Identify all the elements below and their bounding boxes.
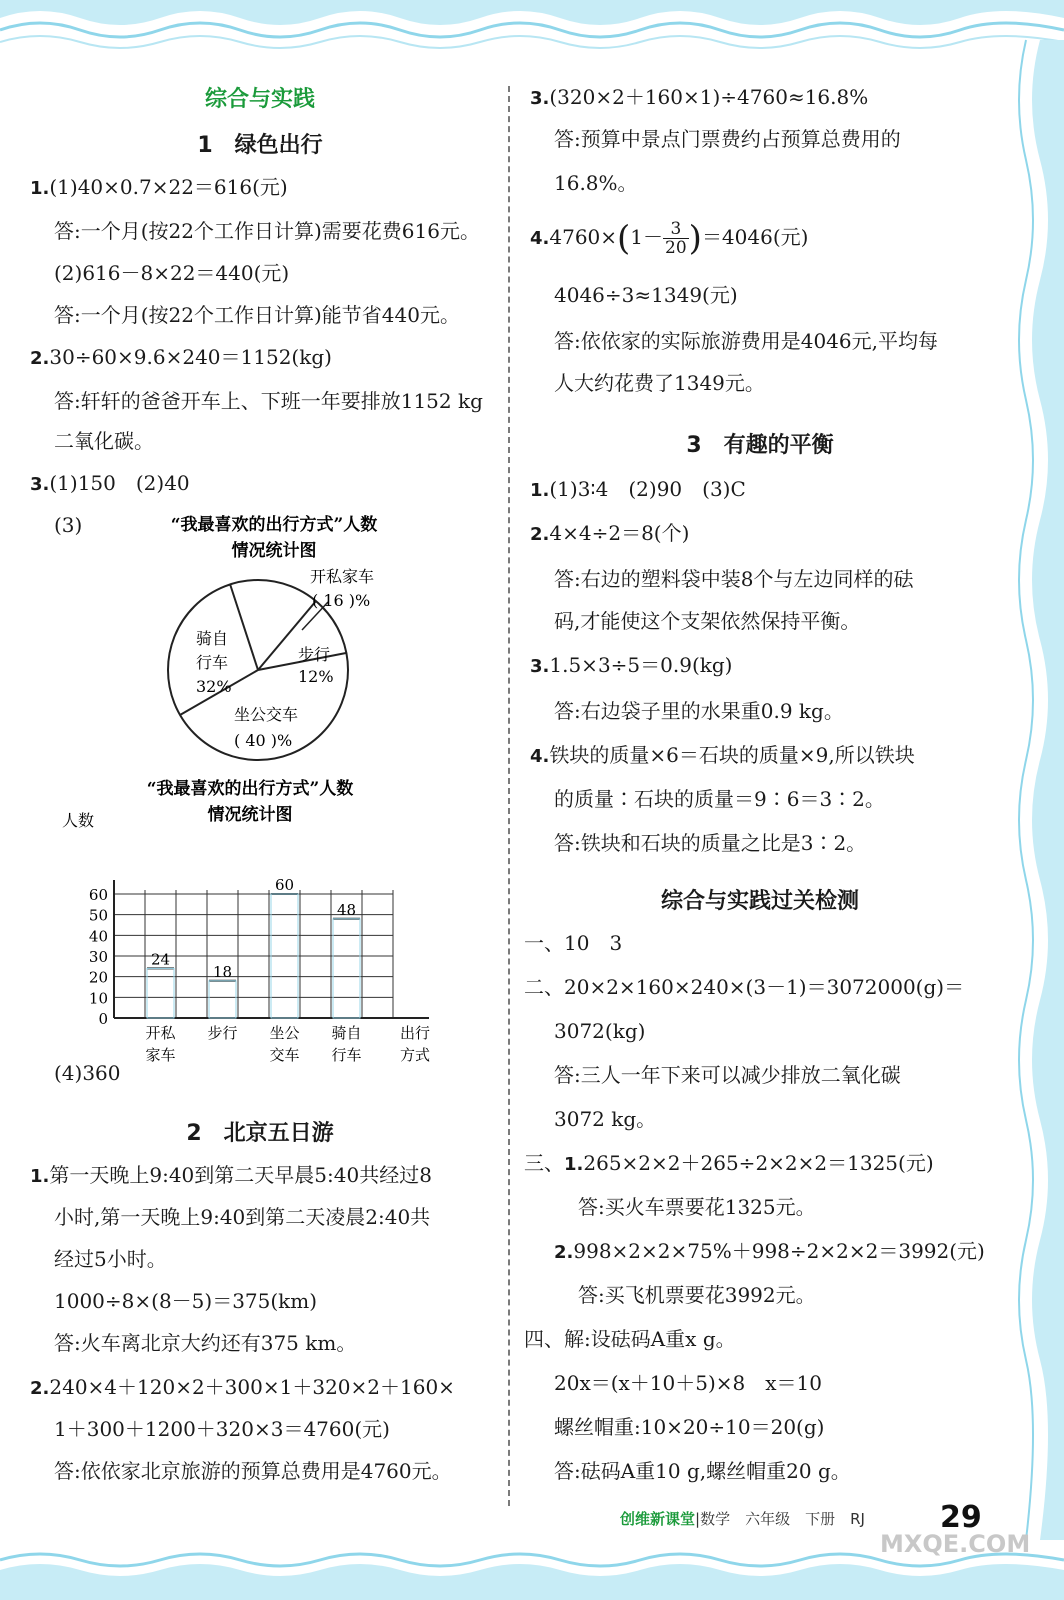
r-q3-line-2: 答:预算中景点门票费约占预算总费用的 <box>554 127 901 151</box>
bar-1 <box>209 981 236 1018</box>
r-q4-line-1: 4.4760×(1－ $\frac{3}{20}$ )＝4046(元) <box>530 218 809 259</box>
x-category-label: 骑自 <box>331 1024 362 1042</box>
y-tick-label: 50 <box>88 906 108 925</box>
s3-q1-line-1 <box>530 476 746 504</box>
bar-value-label: 24 <box>150 950 171 969</box>
footer-brand: 创维新课堂 <box>620 1510 696 1528</box>
t4-line-2: 20x＝(x＋10＋5)×8 x＝10 <box>554 1371 822 1395</box>
footer-subject: |数学 六年级 下册 RJ <box>695 1510 865 1528</box>
t4-line-1: 四、解:设砝码A重x g。 <box>524 1327 736 1351</box>
q2-line-2: 答:轩轩的爸爸开车上、下班一年要排放1152 kg <box>54 389 483 413</box>
s2-q2-line-2: 1＋300＋1200＋320×3＝4760(元) <box>54 1417 390 1441</box>
question-number: 4. <box>530 228 550 249</box>
fraction-denominator: 20 <box>665 238 687 258</box>
question-number: 2. <box>30 348 50 369</box>
t4-line-4: 答:砝码A重10 g,螺丝帽重20 g。 <box>554 1459 851 1483</box>
r-q3-line-3: 16.8%。 <box>554 171 638 195</box>
question-number: 1. <box>564 1154 584 1175</box>
r-q4-line-4: 人大约花费了1349元。 <box>554 371 765 395</box>
question-number: 1. <box>30 1166 50 1187</box>
test-title: 综合与实践过关检测 <box>660 889 859 914</box>
r-q4-line-3: 答:依依家的实际旅游费用是4046元,平均每 <box>554 329 938 353</box>
y-tick-label: 40 <box>88 927 108 946</box>
bar-3 <box>333 919 360 1018</box>
text: 1－ <box>630 225 664 249</box>
t1-line: 一、10 3 <box>524 931 623 955</box>
bar-value-label: 60 <box>274 876 295 894</box>
s2-q2-line-3: 答:依依家北京旅游的预算总费用是4760元。 <box>54 1459 452 1483</box>
fraction <box>663 220 689 257</box>
question-number: 1. <box>530 480 550 501</box>
chapter-header: 综合与实践 <box>204 87 315 112</box>
pie-title-line-1: “我最喜欢的出行方式”人数 <box>170 515 378 535</box>
text: (320×2＋160×1)÷4760≈16.8% <box>549 85 869 109</box>
text: 4×4÷2＝8(个) <box>549 521 690 545</box>
r-q3-line-1 <box>530 84 868 112</box>
text: 三、 <box>524 1151 564 1175</box>
pie-slice-value-walk: 12% <box>298 667 334 686</box>
question-number: 1. <box>30 178 50 199</box>
y-tick-label: 60 <box>88 886 108 904</box>
question-number: 2. <box>554 1242 574 1263</box>
text: 1.5×3÷5＝0.9(kg) <box>549 653 733 677</box>
section-3-title: 3 有趣的平衡 <box>686 433 834 458</box>
pie-slice-value-car: ( 16 )% <box>312 591 371 610</box>
bar-value-label: 18 <box>212 962 233 981</box>
s2-q2-line-1 <box>30 1374 455 1402</box>
y-tick-label: 20 <box>88 968 108 987</box>
text: (1)40×0.7×22＝616(元) <box>49 175 288 199</box>
q2-line-1 <box>30 344 332 372</box>
t2-line-2: 3072(kg) <box>554 1019 646 1043</box>
bar-title-line-2: 情况统计图 <box>207 805 293 825</box>
text: 30÷60×9.6×240＝1152(kg) <box>49 345 332 369</box>
question-number: 3. <box>530 656 550 677</box>
r-q4-line-2: 4046÷3≈1349(元) <box>554 283 738 307</box>
t3-2-line-2: 答:买飞机票要花3992元。 <box>578 1283 816 1307</box>
s3-q4-line-1 <box>530 742 915 770</box>
bar-chart <box>50 774 450 1064</box>
y-tick-label: 30 <box>88 948 108 966</box>
y-tick-label: 10 <box>88 989 108 1008</box>
s2-q1-line-4: 1000÷8×(8－5)＝375(km) <box>54 1289 318 1313</box>
question-number: 2. <box>30 1378 50 1399</box>
pie-slice-value-bike: 32% <box>196 677 232 696</box>
x-category-label: 行车 <box>331 1046 362 1064</box>
bar-value-label: 48 <box>336 900 357 919</box>
pie-slice-label-bus: 坐公交车 <box>234 705 299 724</box>
s2-q1-line-5: 答:火车离北京大约还有375 km。 <box>54 1331 357 1355</box>
question-number: 4. <box>530 746 550 767</box>
column-divider <box>508 86 510 1506</box>
text: 240×4＋120×2＋300×1＋320×2＋160× <box>49 1375 455 1399</box>
bar-0 <box>147 968 174 1018</box>
pie-slice-label-bike-1: 骑自 <box>196 629 229 648</box>
q3-line-4: (4)360 <box>54 1061 121 1085</box>
question-number: 3. <box>530 88 550 109</box>
pie-slice-value-bus: ( 40 )% <box>234 731 293 750</box>
t3-1-line-2: 答:买火车票要花1325元。 <box>578 1195 816 1219</box>
pie-title-line-2: 情况统计图 <box>231 541 317 561</box>
text: 铁块的质量×6＝石块的质量×9,所以铁块 <box>549 743 915 767</box>
question-number: 2. <box>530 524 550 545</box>
footer <box>620 1508 865 1529</box>
q3-line-1 <box>30 470 190 498</box>
text: 4760× <box>549 225 618 249</box>
y-tick-label: 0 <box>98 1010 108 1028</box>
text: 265×2×2＋265÷2×2×2＝1325(元) <box>583 1151 934 1175</box>
right-wave-decoration <box>1000 40 1064 1540</box>
s3-q4-line-3: 答:铁块和石块的质量之比是3∶2。 <box>554 831 867 855</box>
x-axis-label: 方式 <box>399 1046 431 1064</box>
question-number: 3. <box>30 474 50 495</box>
s2-q1-line-3: 经过5小时。 <box>54 1247 167 1271</box>
t2-line-1: 二、20×2×160×240×(3－1)＝3072000(g)＝ <box>524 975 965 999</box>
s3-q4-line-2: 的质量∶石块的质量＝9∶6＝3∶2。 <box>554 787 885 811</box>
text: 第一天晚上9:40到第二天早晨5:40共经过8 <box>49 1163 432 1187</box>
s3-q3-line-1 <box>530 652 732 680</box>
top-wave-decoration <box>0 0 1064 60</box>
x-category-label: 家车 <box>145 1046 176 1064</box>
q1-line-2: 答:一个月(按22个工作日计算)需要花费616元。 <box>54 219 480 243</box>
x-category-label: 步行 <box>207 1024 238 1042</box>
s2-q1-line-1 <box>30 1162 432 1190</box>
s2-q1-line-2: 小时,第一天晚上9:40到第二天凌晨2:40共 <box>54 1205 431 1229</box>
x-category-label: 交车 <box>269 1046 300 1064</box>
q1-line-3: (2)616－8×22＝440(元) <box>54 261 290 285</box>
pie-divider-4 <box>230 584 258 670</box>
t4-line-3: 螺丝帽重:10×20÷10＝20(g) <box>554 1415 825 1439</box>
watermark: MXQE.COM <box>880 1530 1031 1558</box>
pie-slice-label-walk: 步行 <box>298 645 331 664</box>
t3-2-line-1 <box>554 1238 985 1266</box>
text: (1)150 (2)40 <box>49 471 190 495</box>
s3-q2-line-3: 码,才能使这个支架依然保持平衡。 <box>554 609 861 633</box>
s3-q2-line-2: 答:右边的塑料袋中装8个与左边同样的砝 <box>554 567 914 591</box>
bar-grid <box>89 880 429 1028</box>
text: ＝4046(元) <box>701 225 809 249</box>
x-category-label: 坐公 <box>269 1024 300 1042</box>
x-category-label: 开私 <box>145 1024 176 1042</box>
t2-line-3: 答:三人一年下来可以减少排放二氧化碳 <box>554 1063 901 1087</box>
section-1-title: 1 绿色出行 <box>197 133 323 158</box>
section-2-title: 2 北京五日游 <box>186 1121 334 1146</box>
text: 998×2×2×75%＋998÷2×2×2＝3992(元) <box>573 1239 985 1263</box>
q3-line-3: (3) <box>54 513 83 537</box>
fraction-numerator: 3 <box>663 220 689 239</box>
q1-line-1 <box>30 174 288 202</box>
pie-slice-label-car: 开私家车 <box>310 567 375 586</box>
q2-line-3: 二氧化碳。 <box>54 429 154 453</box>
bar-ylabel: 人数 <box>62 811 95 830</box>
page-number: 29 <box>940 1500 982 1535</box>
pie-slice-label-bike-2: 行车 <box>196 653 229 672</box>
s3-q2-line-1 <box>530 520 689 548</box>
q1-line-4: 答:一个月(按22个工作日计算)能节省440元。 <box>54 303 460 327</box>
t2-line-4: 3072 kg。 <box>554 1107 657 1131</box>
x-axis-label: 出行 <box>399 1024 431 1042</box>
pie-chart <box>150 510 450 760</box>
s3-q3-line-2: 答:右边袋子里的水果重0.9 kg。 <box>554 699 844 723</box>
bar-title-line-1: “我最喜欢的出行方式”人数 <box>146 779 354 799</box>
t3-1-line-1 <box>524 1150 934 1178</box>
text: (1)3∶4 (2)90 (3)C <box>549 477 746 501</box>
bar-marks <box>145 876 430 1064</box>
